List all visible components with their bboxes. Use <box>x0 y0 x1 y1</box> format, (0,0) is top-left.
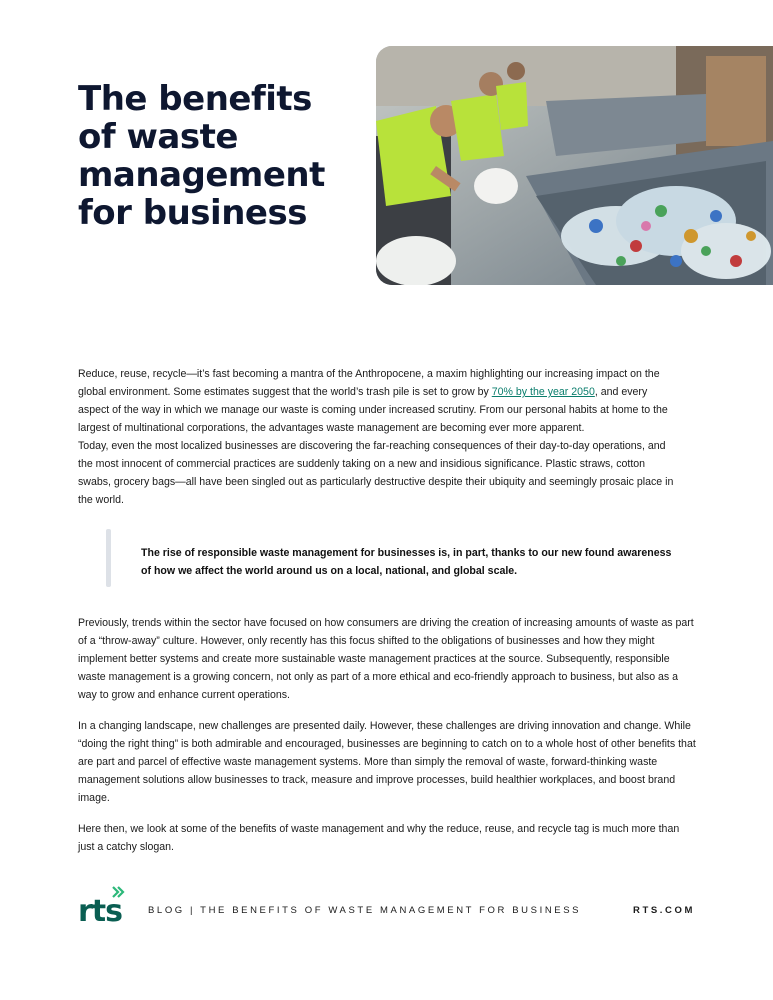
intro-line: Today, even the most localized businesses are discovering the far-reaching consequences of their day-to-day operations, and <box>78 440 666 452</box>
blockquote-bar <box>106 529 111 587</box>
intro-paragraph <box>78 365 698 509</box>
intro-line: aspect of the way in which we manage our waste is coming under increased scrutiny. From our personal habits at home to the <box>78 404 668 416</box>
intro-line <box>78 383 698 401</box>
intro-line: the world. <box>78 494 124 506</box>
recycling-workers-photo <box>376 46 773 285</box>
page-title <box>78 80 348 232</box>
body-paragraph: Previously, trends within the sector have focused on how consumers are driving the creation of increasing amounts of waste as part of a “throw-away” culture. However, only recently has this focus shifted to the obligations of businesses and how they might implement better systems and create more sustainable waste management practices at the source. Subsequently, responsible waste management is a growing concern, not only as part of a more ethical and eco-friendly approach to business, but also as a way to grow and enhance current operations. <box>78 617 694 701</box>
title-line: for business <box>78 193 307 233</box>
footer-site-link[interactable]: RTS.COM <box>632 905 695 916</box>
title-line: management <box>78 155 325 195</box>
intro-line: Reduce, reuse, recycle—it’s fast becoming a mantra of the Anthropocene, a maxim highlighting our increasing impact on the <box>78 368 660 380</box>
body-paragraph: Here then, we look at some of the benefits of waste management and why the reduce, reuse, and recycle tag is much more than just a catchy slogan. <box>78 823 680 853</box>
statistic-link[interactable]: 70% by the year 2050 <box>491 386 595 398</box>
hero-image <box>376 46 773 285</box>
intro-text: , and every <box>594 386 648 398</box>
intro-line: swabs, grocery bags—all have been singled out as particularly destructive despite their ubiquity and seemingly prosaic place in <box>78 476 674 488</box>
logo-wordmark: rts <box>78 894 122 924</box>
intro-text: global environment. Some estimates suggest that the world’s trash pile is set to grow by <box>78 386 492 398</box>
rts-logo[interactable] <box>78 884 126 924</box>
title-line: of waste <box>78 117 238 157</box>
title-line: The benefits <box>78 79 312 119</box>
pull-quote: The rise of responsible waste management for businesses is, in part, thanks to our new found awareness of how we affect the world around us on a local, national, and global scale. <box>141 547 672 577</box>
rts-logo-icon <box>78 884 126 924</box>
body-paragraph: In a changing landscape, new challenges are presented daily. However, these challenges are driving innovation and change. While “doing the right thing” is both admirable and encouraged, businesses are beginning to catch on to a whole host of other benefits that are part and parcel of effective waste management systems. More than simply the removal of waste, forward-thinking waste management solutions allow businesses to track, measure and improve processes, build healthier workplaces, and boost brand image. <box>78 720 696 804</box>
intro-line: largest of multinational corporations, the advantages waste management are becoming ever more apparent. <box>78 422 585 434</box>
intro-line: the most innocent of commercial practices are suddenly taking on a new and insidious significance. Plastic straws, cotton <box>78 458 646 470</box>
footer-category: BLOG | THE BENEFITS OF WASTE MANAGEMENT FOR BUSINESS <box>148 905 582 916</box>
